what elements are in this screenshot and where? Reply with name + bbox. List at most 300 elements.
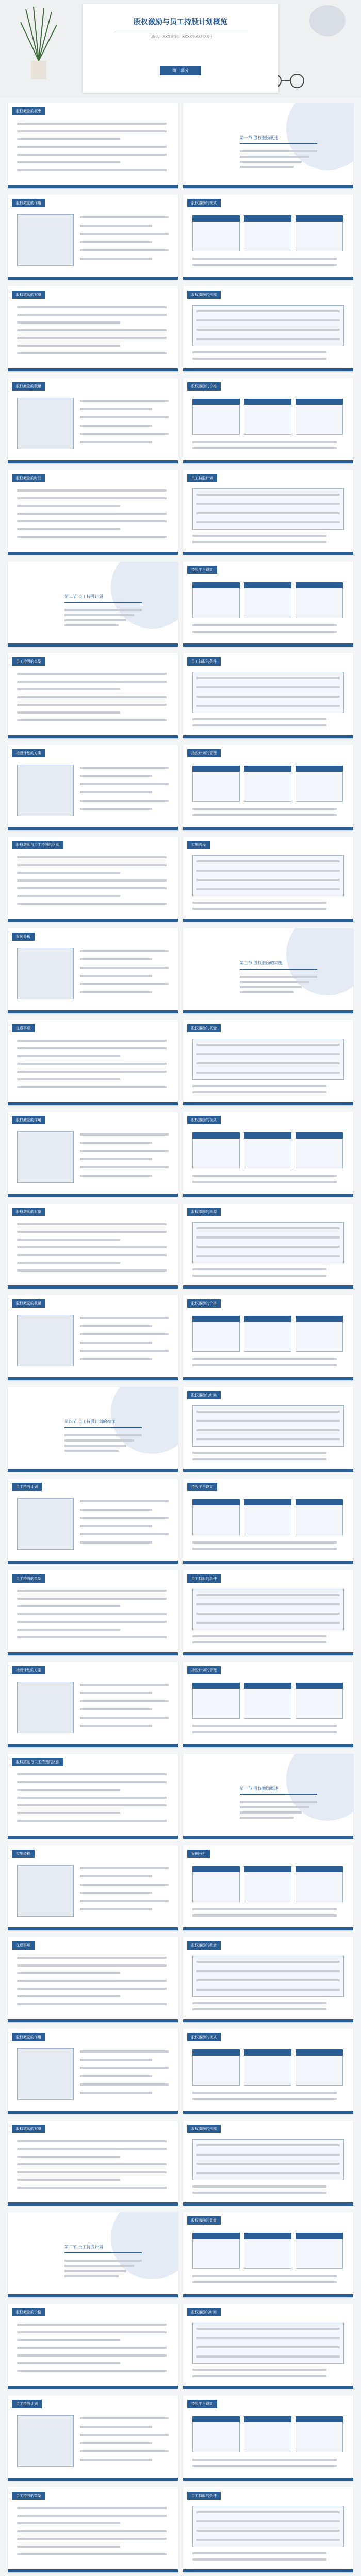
- placeholder-line: [240, 991, 294, 993]
- slide: [8, 195, 178, 280]
- table-row-line: [196, 310, 340, 312]
- table-row-line: [196, 2163, 340, 2165]
- slide-bottom-bar: [8, 1377, 178, 1380]
- text-line: [17, 1972, 120, 1974]
- text-line: [192, 1725, 337, 1727]
- text-line: [17, 1773, 167, 1775]
- text-line: [17, 1223, 167, 1225]
- text-line: [192, 2275, 337, 2277]
- placeholder-line: [240, 981, 309, 983]
- text-line: [80, 808, 152, 810]
- slide-header: 股权激励与员工持股的区别: [12, 1758, 63, 1766]
- info-box-accent: [296, 1683, 343, 1689]
- placeholder-line: [64, 624, 119, 626]
- slide-header: 股权激励的对象: [12, 291, 45, 299]
- text-line: [80, 991, 152, 993]
- text-line: [80, 2092, 152, 2094]
- text-line: [17, 864, 167, 866]
- slide: [8, 286, 178, 371]
- slide: [8, 1112, 178, 1197]
- text-line: [80, 2083, 169, 2086]
- info-box-accent: [296, 215, 343, 222]
- slide-header: 股权激励的对象: [12, 2125, 45, 2133]
- text-line: [17, 1812, 120, 1814]
- text-line: [17, 2171, 167, 2173]
- slide-bottom-bar: [8, 2569, 178, 2572]
- slide-header: 持股计划的方案: [12, 749, 45, 757]
- text-line: [80, 1317, 169, 1319]
- slide: [8, 2029, 178, 2114]
- table-row-line: [196, 329, 340, 331]
- text-line: [80, 967, 169, 969]
- text-line: [80, 2067, 169, 2069]
- text-line: [192, 2002, 326, 2004]
- info-box-accent: [296, 1132, 343, 1139]
- info-box-accent: [244, 2416, 291, 2422]
- table-row-line: [196, 1970, 340, 1972]
- text-line: [80, 775, 152, 777]
- text-line: [192, 1091, 326, 1093]
- slide-bottom-bar: [183, 2111, 353, 2114]
- cover-badge: 第一部分: [160, 66, 201, 75]
- table-row-line: [196, 888, 340, 890]
- text-line: [17, 337, 167, 339]
- slide-bottom-bar: [183, 1102, 353, 1105]
- slide-bottom-bar: [8, 735, 178, 738]
- text-line: [80, 1325, 152, 1327]
- text-line: [17, 696, 167, 698]
- text-line: [17, 2339, 120, 2341]
- text-line: [17, 2148, 167, 2150]
- slide: [8, 1754, 178, 1839]
- text-line: [17, 130, 167, 132]
- slide: [8, 1295, 178, 1380]
- slide-header: 注意事项: [12, 1941, 35, 1950]
- text-line: [17, 2538, 167, 2540]
- figure-placeholder: [17, 1498, 74, 1550]
- slide-header: 股权激励的时间: [187, 2308, 221, 2316]
- slide-header: 持股平台设立: [187, 2400, 217, 2408]
- figure-placeholder: [17, 1865, 74, 1917]
- slide: [183, 470, 353, 555]
- table-row-line: [196, 338, 340, 340]
- info-box-accent: [244, 2049, 291, 2056]
- text-line: [192, 1914, 337, 1917]
- text-line: [17, 2354, 167, 2357]
- text-line: [192, 718, 326, 720]
- table-row-line: [196, 860, 340, 862]
- text-line: [80, 400, 169, 402]
- info-box-accent: [296, 2049, 343, 2056]
- text-line: [192, 2465, 337, 2467]
- text-line: [80, 1717, 169, 1719]
- slide-header: 员工持股的类型: [12, 1574, 45, 1583]
- slide: [183, 1112, 353, 1197]
- text-line: [80, 416, 169, 418]
- text-line: [17, 1078, 120, 1080]
- placeholder-line: [64, 619, 126, 621]
- slide-header: 员工持股计划: [187, 474, 217, 482]
- text-line: [17, 2347, 167, 2349]
- cover-subtitle: 汇报人：XXX 时间：XXXX年XX月XX日: [148, 35, 213, 39]
- figure-placeholder: [17, 1131, 74, 1183]
- section-accent: [240, 1794, 317, 1795]
- text-line: [80, 1892, 152, 1894]
- slide-bottom-bar: [8, 552, 178, 555]
- slide: [183, 2029, 353, 2114]
- slide: [183, 1662, 353, 1747]
- info-box-accent: [296, 1866, 343, 1872]
- text-line: [17, 2163, 167, 2165]
- table-row-line: [196, 2511, 340, 2513]
- text-line: [17, 1055, 120, 1057]
- text-line: [80, 1158, 152, 1160]
- slide-header: 员工持股的条件: [187, 2492, 221, 2500]
- section-accent: [64, 1427, 142, 1428]
- slide-bottom-bar: [8, 2294, 178, 2297]
- figure-placeholder: [17, 1682, 74, 1733]
- slide-header: 股权激励的时间: [187, 1391, 221, 1399]
- slide-bottom-bar: [8, 1927, 178, 1930]
- slide-bottom-bar: [183, 2386, 353, 2389]
- slide-header: 股权激励的数量: [12, 382, 45, 391]
- slide: [183, 2304, 353, 2389]
- hero-banner: [0, 0, 361, 98]
- table-row-line: [196, 1044, 340, 1046]
- text-line: [17, 1781, 167, 1783]
- text-line: [192, 1181, 337, 1183]
- placeholder-line: [240, 1801, 317, 1803]
- slide-bottom-bar: [183, 460, 353, 463]
- section-accent: [240, 969, 317, 970]
- text-line: [80, 216, 169, 218]
- placeholder-line: [240, 156, 309, 158]
- slide-bottom-bar: [183, 185, 353, 188]
- text-line: [80, 2417, 169, 2419]
- text-line: [17, 2522, 120, 2524]
- slide: [8, 1662, 178, 1747]
- slide-bottom-bar: [183, 1285, 353, 1289]
- text-line: [80, 258, 152, 260]
- table-row-line: [196, 1613, 340, 1615]
- text-line: [192, 2369, 326, 2371]
- slide-header: 案例分析: [187, 1850, 210, 1858]
- slide-bottom-bar: [183, 277, 353, 280]
- text-line: [80, 408, 152, 410]
- text-line: [192, 1364, 337, 1366]
- text-line: [80, 1517, 169, 1519]
- placeholder-line: [240, 1817, 294, 1819]
- text-line: [192, 1541, 337, 1544]
- slide-header: 注意事项: [12, 1024, 35, 1032]
- info-box-accent: [296, 582, 343, 588]
- text-line: [80, 2459, 152, 2461]
- table-row-line: [196, 2520, 340, 2522]
- slide-bottom-bar: [8, 368, 178, 371]
- text-line: [17, 146, 167, 148]
- text-line: [17, 528, 120, 530]
- placeholder-line: [64, 614, 134, 616]
- slide-header: 员工持股的条件: [187, 657, 221, 666]
- text-line: [17, 505, 120, 507]
- text-line: [17, 321, 120, 324]
- placeholder-line: [64, 2260, 142, 2262]
- slide: [8, 837, 178, 922]
- text-line: [192, 1908, 337, 1910]
- cover-card: [83, 4, 278, 93]
- info-box-accent: [192, 2416, 240, 2422]
- text-line: [17, 1789, 120, 1791]
- info-box-accent: [192, 1499, 240, 1505]
- text-line: [192, 1635, 326, 1637]
- slide: [8, 1479, 178, 1564]
- text-line: [80, 1900, 169, 1902]
- table-row-line: [196, 512, 340, 514]
- slide-bottom-bar: [8, 2019, 178, 2022]
- slide-header: 股权激励的模式: [187, 2033, 221, 2041]
- slide: [183, 1479, 353, 1564]
- text-line: [192, 1175, 337, 1177]
- slide-bottom-bar: [183, 1010, 353, 1013]
- text-line: [80, 1541, 152, 1544]
- slide: [8, 378, 178, 463]
- text-line: [192, 1731, 337, 1733]
- figure-placeholder: [17, 398, 74, 449]
- text-line: [17, 2331, 167, 2333]
- text-line: [17, 169, 167, 171]
- slide: [183, 1204, 353, 1289]
- table-row-line: [196, 2144, 340, 2146]
- slide: [183, 653, 353, 738]
- text-line: [17, 154, 167, 156]
- text-line: [80, 1500, 169, 1502]
- slide-header: 实施流程: [12, 1850, 35, 1858]
- text-line: [192, 808, 337, 810]
- text-line: [80, 958, 152, 960]
- placeholder-line: [64, 2265, 134, 2267]
- slide: [8, 928, 178, 1013]
- text-line: [192, 2098, 337, 2100]
- info-box-accent: [192, 1866, 240, 1872]
- text-line: [80, 233, 169, 235]
- text-line: [192, 2459, 337, 2461]
- text-line: [192, 1268, 326, 1270]
- slide-bottom-bar: [8, 1469, 178, 1472]
- figure-placeholder: [17, 2415, 74, 2467]
- text-line: [17, 1071, 167, 1073]
- slide-header: 员工持股计划: [12, 1483, 42, 1491]
- table-row-line: [196, 1255, 340, 1257]
- text-line: [192, 2192, 326, 2194]
- slide: [183, 286, 353, 371]
- slide-bottom-bar: [183, 2478, 353, 2481]
- text-line: [80, 783, 169, 785]
- text-line: [192, 1548, 337, 1550]
- text-line: [192, 2185, 326, 2188]
- slide-bottom-bar: [183, 1927, 353, 1930]
- slide: [183, 1295, 353, 1380]
- slide-header: 持股平台设立: [187, 566, 217, 574]
- section-circle: [286, 928, 353, 995]
- text-line: [80, 249, 169, 251]
- table-row-line: [196, 1979, 340, 1981]
- text-line: [80, 1908, 152, 1910]
- slide: [8, 2487, 178, 2572]
- slide-bottom-bar: [8, 1652, 178, 1655]
- text-line: [17, 879, 167, 882]
- text-line: [17, 345, 120, 347]
- text-line: [192, 358, 326, 360]
- table-row-line: [196, 879, 340, 881]
- figure-placeholder: [17, 1315, 74, 1366]
- slide: [8, 1387, 178, 1472]
- placeholder-line: [64, 2275, 119, 2277]
- text-line: [17, 1957, 167, 1959]
- text-line: [80, 441, 152, 443]
- text-line: [17, 1047, 167, 1049]
- section-accent: [64, 602, 142, 603]
- text-line: [17, 2140, 167, 2142]
- text-line: [192, 2552, 326, 2554]
- slide: [183, 745, 353, 830]
- text-line: [192, 814, 337, 816]
- text-line: [17, 1254, 167, 1256]
- text-line: [17, 1980, 167, 1982]
- placeholder-line: [64, 2270, 126, 2272]
- text-line: [17, 1605, 120, 1607]
- text-line: [80, 1333, 169, 1335]
- placeholder-line: [240, 161, 302, 163]
- text-line: [17, 2362, 120, 2364]
- text-line: [80, 1884, 169, 1886]
- slide-bottom-bar: [183, 1744, 353, 1747]
- slide-bottom-bar: [183, 735, 353, 738]
- slide-bottom-bar: [8, 185, 178, 188]
- slide-bottom-bar: [8, 1744, 178, 1747]
- text-line: [192, 2281, 337, 2283]
- text-line: [80, 950, 169, 952]
- slide: [183, 1754, 353, 1839]
- info-box-accent: [296, 766, 343, 772]
- table-row-line: [196, 494, 340, 496]
- text-line: [80, 1708, 152, 1710]
- slide-header: 持股平台设立: [187, 1483, 217, 1491]
- slide-header: 持股计划的管理: [187, 1666, 221, 1674]
- text-line: [17, 1040, 167, 1042]
- table-row-line: [196, 1603, 340, 1605]
- slide-header: 股权激励的时间: [12, 474, 45, 482]
- text-line: [80, 1533, 169, 1535]
- text-line: [80, 1175, 152, 1177]
- slide: [183, 928, 353, 1013]
- section-circle: [111, 562, 178, 629]
- section-circle: [111, 2212, 178, 2279]
- slide-header: 股权激励的模式: [187, 1116, 221, 1124]
- text-line: [80, 1133, 169, 1136]
- text-line: [17, 2546, 120, 2548]
- text-line: [17, 489, 167, 492]
- text-line: [192, 1085, 326, 1087]
- slide: [8, 1937, 178, 2022]
- info-box-accent: [296, 1499, 343, 1505]
- info-box-accent: [244, 1316, 291, 1322]
- slide: [183, 2212, 353, 2297]
- slide-bottom-bar: [183, 1377, 353, 1380]
- info-box-accent: [192, 582, 240, 588]
- text-line: [17, 1636, 167, 1638]
- info-box-accent: [192, 399, 240, 405]
- table-row-line: [196, 705, 340, 707]
- slide-header: 股权激励的概念: [187, 1941, 221, 1950]
- text-line: [17, 1269, 167, 1272]
- slide-bottom-bar: [183, 1652, 353, 1655]
- text-line: [80, 1509, 152, 1511]
- text-line: [17, 1964, 167, 1967]
- text-line: [80, 767, 169, 769]
- table-row-line: [196, 1236, 340, 1239]
- text-line: [17, 314, 167, 316]
- slide-header: 股权激励的价格: [12, 2308, 45, 2316]
- table-row-line: [196, 1062, 340, 1064]
- text-line: [17, 1797, 167, 1799]
- slide-bottom-bar: [8, 2111, 178, 2114]
- slide-bottom-bar: [183, 2569, 353, 2572]
- section-title: 第二节 员工持股计划: [64, 2245, 103, 2249]
- slide: [8, 562, 178, 647]
- cup-icon: [309, 5, 346, 36]
- text-line: [192, 2092, 337, 2094]
- text-line: [192, 1641, 326, 1643]
- slide-bottom-bar: [8, 277, 178, 280]
- text-line: [17, 1086, 167, 1088]
- text-line: [17, 2530, 167, 2532]
- text-line: [17, 352, 167, 354]
- info-box-accent: [192, 215, 240, 222]
- slide-bottom-bar: [183, 643, 353, 647]
- text-line: [80, 2426, 152, 2428]
- slide-header: 股权激励的数量: [187, 2216, 221, 2225]
- slide: [183, 1845, 353, 1930]
- table-row-line: [196, 686, 340, 688]
- text-line: [192, 624, 337, 626]
- text-line: [17, 1621, 167, 1623]
- info-box-accent: [244, 399, 291, 405]
- table-row-line: [196, 677, 340, 679]
- text-line: [17, 2187, 167, 2189]
- text-line: [80, 2075, 152, 2077]
- table-row-line: [196, 1594, 340, 1596]
- slide: [183, 1020, 353, 1105]
- text-line: [17, 688, 120, 690]
- slide-bottom-bar: [8, 643, 178, 647]
- section-circle: [286, 103, 353, 170]
- text-line: [17, 1246, 167, 1248]
- text-line: [17, 329, 167, 331]
- section-title: 第二节 员工持股计划: [64, 594, 103, 599]
- slide-bottom-bar: [183, 1469, 353, 1472]
- text-line: [17, 1590, 167, 1592]
- slide-bottom-bar: [183, 552, 353, 555]
- slide-bottom-bar: [8, 1194, 178, 1197]
- text-line: [17, 2553, 167, 2555]
- info-box-accent: [244, 582, 291, 588]
- slide: [8, 1570, 178, 1655]
- text-line: [17, 1239, 120, 1241]
- text-line: [192, 1275, 326, 1277]
- text-line: [17, 2003, 167, 2005]
- text-line: [17, 1995, 120, 1997]
- table-row-line: [196, 2530, 340, 2532]
